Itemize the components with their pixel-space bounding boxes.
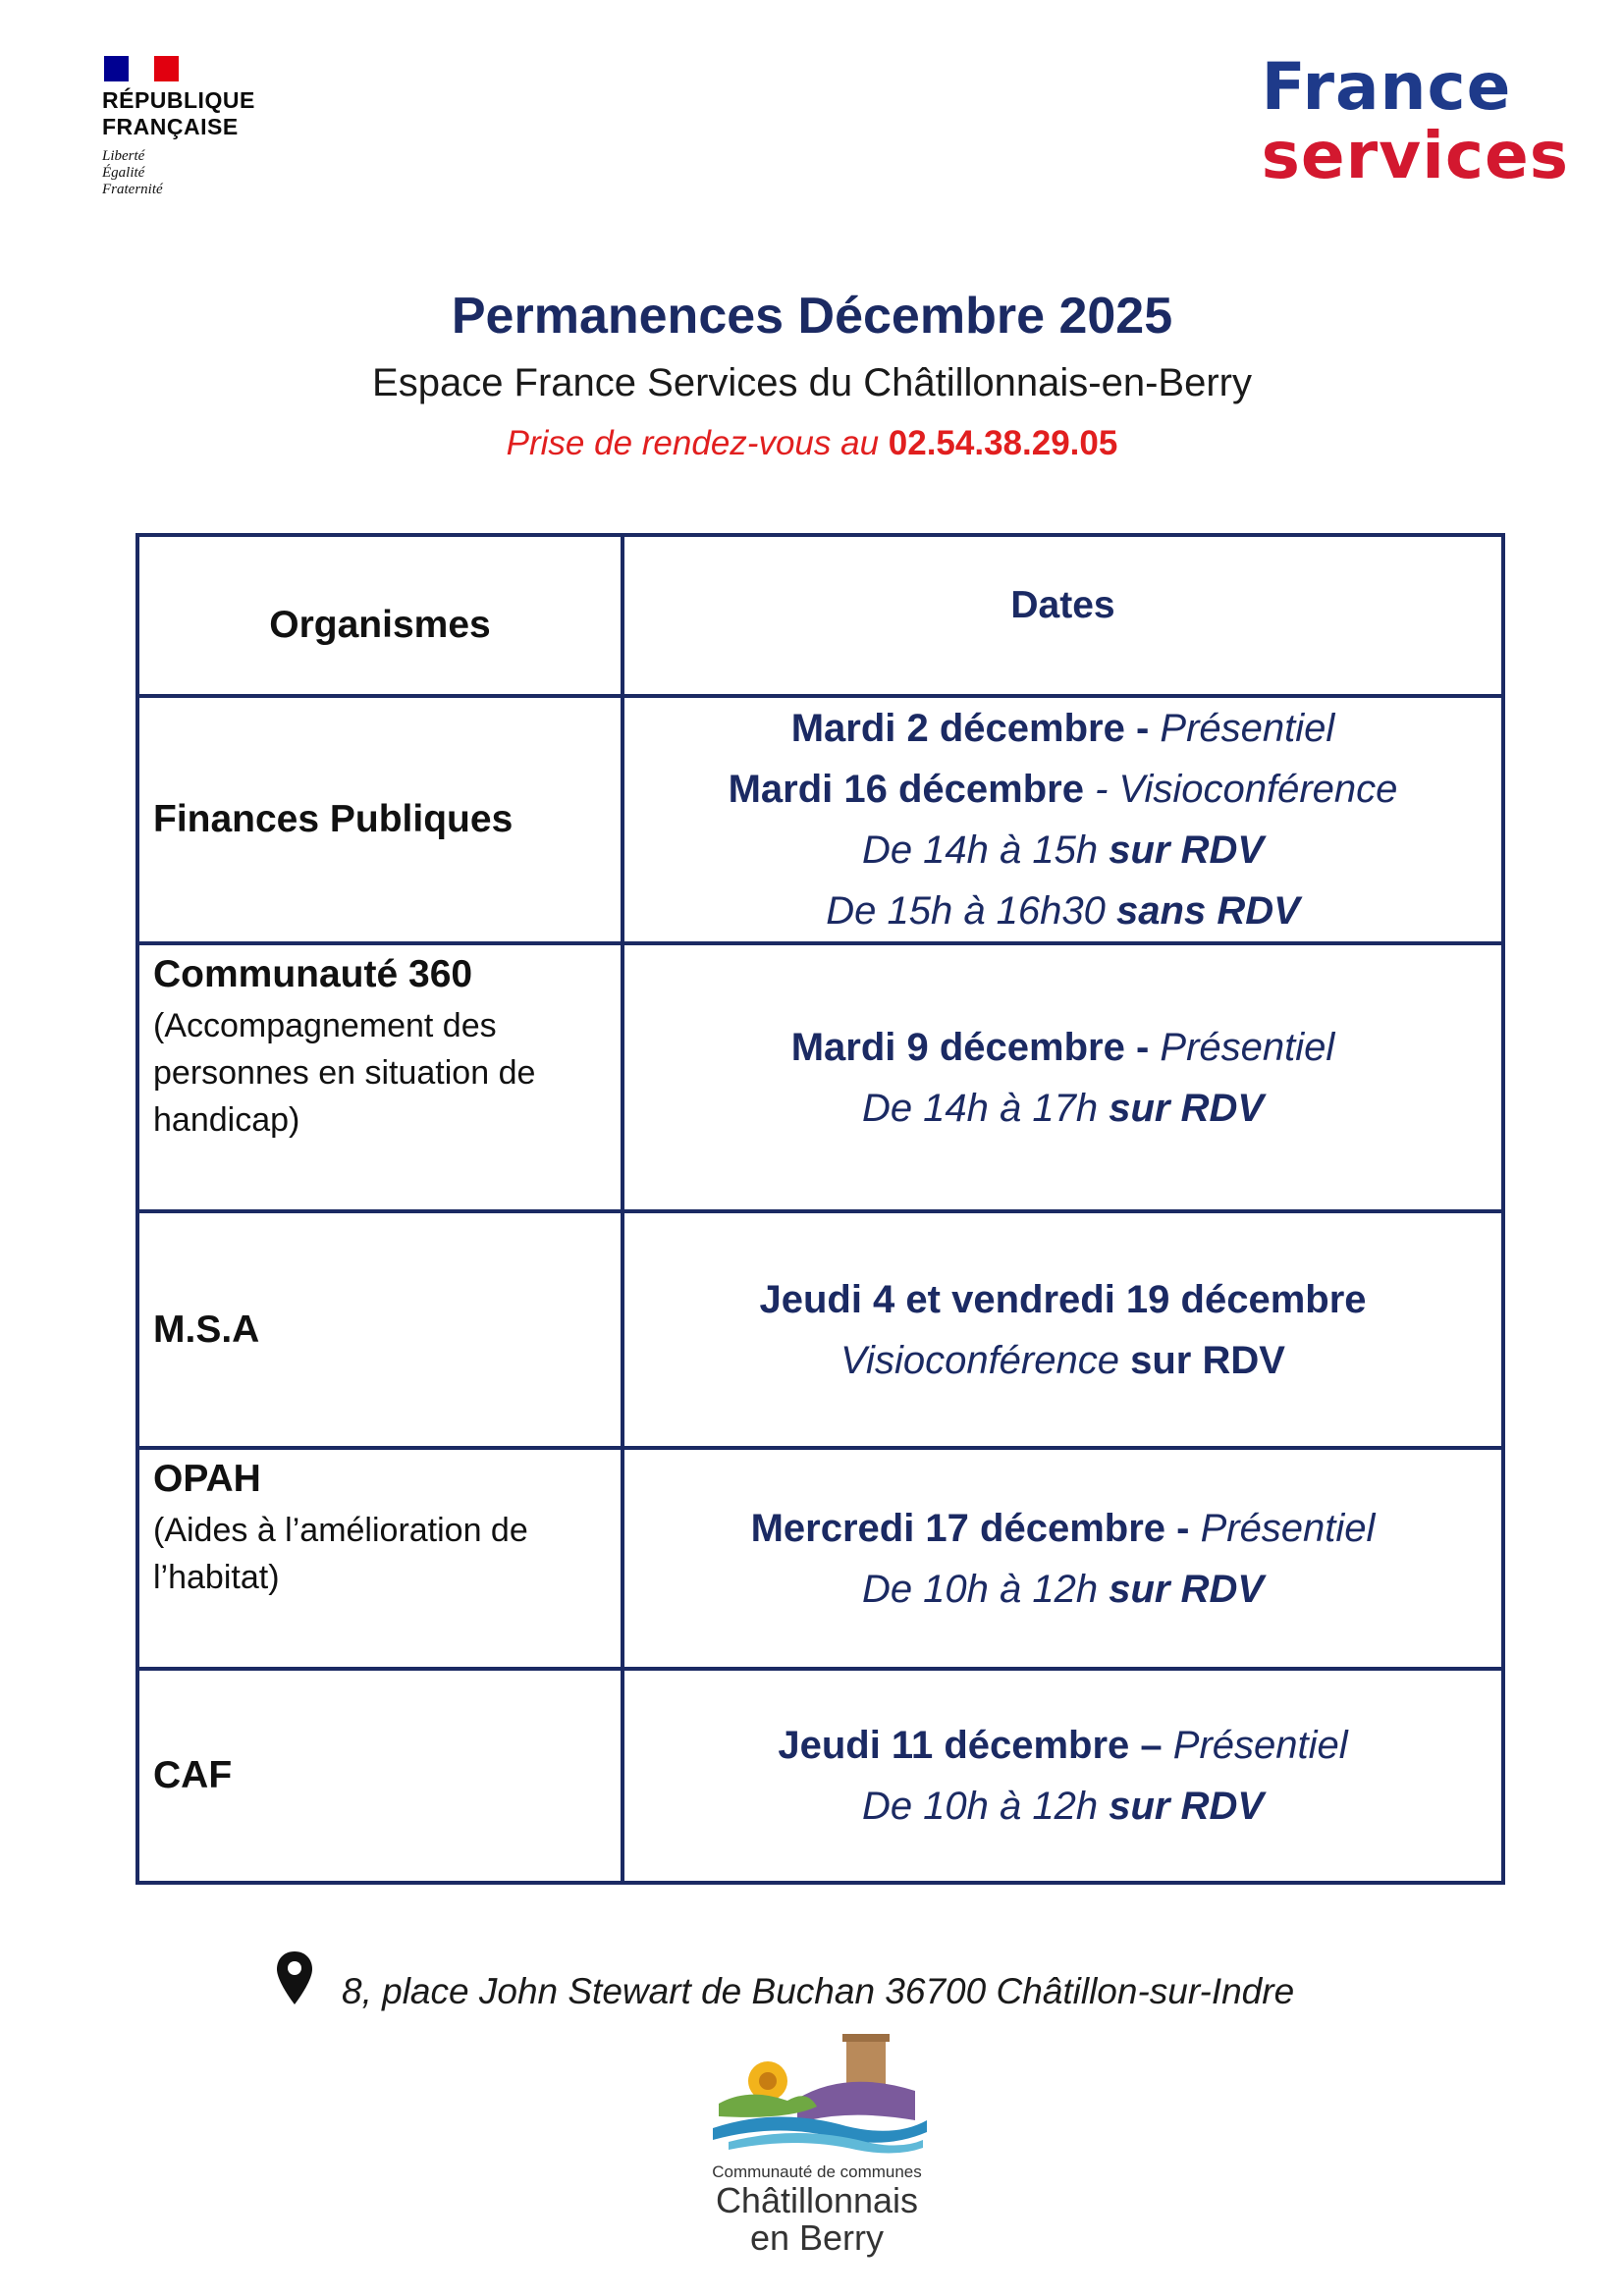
rf-line2: FRANÇAISE <box>102 114 239 139</box>
org-cell <box>137 1211 623 1448</box>
date-line: Jeudi 4 et vendredi 19 décembre <box>759 1277 1367 1321</box>
appointment-text: Prise de rendez-vous au <box>506 424 889 462</box>
rf-title <box>102 87 318 140</box>
table-row <box>137 943 1503 1211</box>
org-cell <box>137 696 623 943</box>
appointment-line <box>0 424 1624 463</box>
date-line: Mardi 16 décembre - Visioconférence <box>728 768 1398 811</box>
date-line: De 15h à 16h30 sans RDV <box>826 889 1300 933</box>
map-pin-icon <box>275 1949 314 2006</box>
date-line: Mardi 9 décembre - Présentiel <box>790 1025 1335 1069</box>
motto-egalite: Égalité <box>102 165 145 181</box>
motto-fraternite: Fraternité <box>102 182 163 197</box>
date-line: Mardi 2 décembre - Présentiel <box>790 707 1335 750</box>
org-name: CAF <box>153 1754 233 1796</box>
header-organismes: Organismes <box>137 535 623 696</box>
dates-cell <box>623 943 1503 1211</box>
date-line: De 14h à 15h sur RDV <box>861 828 1265 872</box>
landscape-logo-icon <box>699 2030 935 2158</box>
date-line: De 14h à 17h sur RDV <box>861 1086 1265 1130</box>
cc-line1: Communauté de communes <box>712 2163 922 2181</box>
table-row <box>137 1448 1503 1669</box>
org-name: Communauté 360 <box>153 953 473 995</box>
rf-line1: RÉPUBLIQUE <box>102 87 255 113</box>
dates-cell <box>623 696 1503 943</box>
logo-line1: France <box>1261 49 1512 125</box>
table-row <box>137 1669 1503 1883</box>
address-text: 8, place John Stewart de Buchan 36700 Châtillon-sur-Indre <box>342 1971 1295 2011</box>
org-name: M.S.A <box>153 1308 260 1351</box>
table-header-row <box>137 535 1503 696</box>
date-line: Mercredi 17 décembre - Présentiel <box>750 1506 1376 1550</box>
cc-chatillonnais-logo <box>679 2030 954 2266</box>
cc-line3: en Berry <box>749 2217 885 2258</box>
table-row <box>137 696 1503 943</box>
france-services-logo <box>1261 49 1569 193</box>
flag-icon <box>104 56 179 81</box>
dates-cell <box>623 1211 1503 1448</box>
appointment-phone: 02.54.38.29.05 <box>888 424 1118 462</box>
logo-line2: services <box>1261 118 1569 193</box>
header-dates: Dates <box>623 535 1503 696</box>
org-cell <box>137 1669 623 1883</box>
date-line: De 10h à 12h sur RDV <box>861 1567 1265 1611</box>
org-description: (Accompagnement des personnes en situation de handicap) <box>153 1007 536 1139</box>
org-cell <box>137 1448 623 1669</box>
org-name: Finances Publiques <box>153 798 514 840</box>
date-line: De 10h à 12h sur RDV <box>861 1785 1265 1828</box>
page-title: Permanences Décembre 2025 <box>451 288 1173 345</box>
date-line: Jeudi 11 décembre – Présentiel <box>778 1724 1348 1767</box>
org-description: (Aides à l’amélioration de l’habitat) <box>153 1512 528 1596</box>
dates-cell <box>623 1448 1503 1669</box>
cc-line2: Châtillonnais <box>715 2180 919 2220</box>
dates-cell <box>623 1669 1503 1883</box>
permanences-table <box>135 533 1505 1885</box>
motto-liberte: Liberté <box>102 148 145 164</box>
date-line: Visioconférence sur RDV <box>840 1338 1285 1382</box>
republique-francaise-logo <box>102 56 318 198</box>
rf-motto <box>102 148 318 198</box>
org-cell <box>137 943 623 1211</box>
org-name: OPAH <box>153 1458 261 1500</box>
table-row <box>137 1211 1503 1448</box>
page-subtitle: Espace France Services du Châtillonnais-en-Berry <box>372 361 1252 404</box>
address-line <box>275 1963 1294 2020</box>
